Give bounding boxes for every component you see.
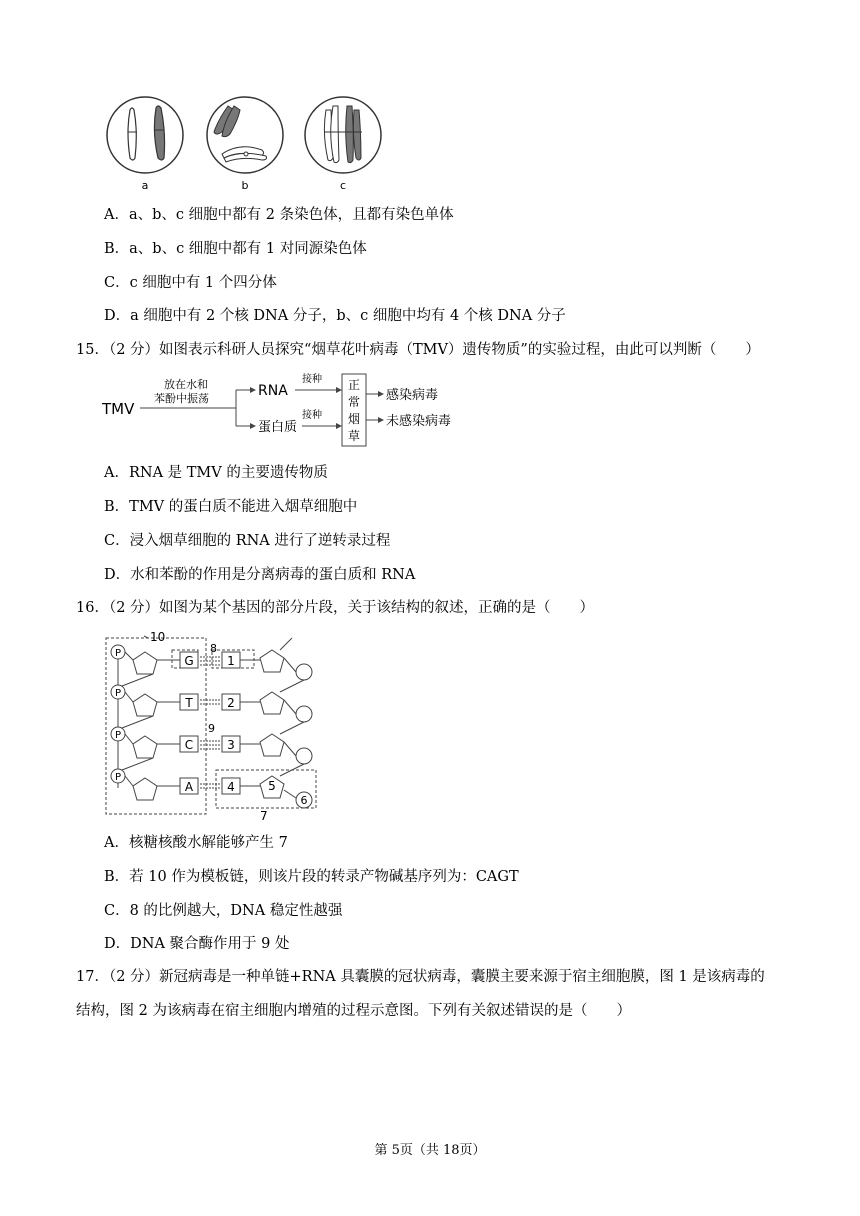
q17-stem-line1: 17．（2 分）新冠病毒是一种单链+RNA 具囊膜的冠状病毒，囊膜主要来源于宿主细胞膜，图 1 是该病毒的 xyxy=(76,969,765,985)
inoculate-label-2: 接种 xyxy=(302,410,322,421)
q15-option-d: D．水和苯酚的作用是分离病毒的蛋白质和 RNA xyxy=(104,567,416,583)
q14-option-d: D．a 细胞中有 2 个核 DNA 分子，b、c 细胞中均有 4 个核 DNA 分子 xyxy=(104,308,566,324)
base-left-2: T xyxy=(185,696,193,710)
cell-c xyxy=(305,97,381,173)
phosphate-2: P xyxy=(114,688,122,699)
tobacco-char-2: 常 xyxy=(347,395,361,409)
q15-experiment-diagram xyxy=(100,372,480,454)
treatment-line1: 放在水和 xyxy=(164,378,208,391)
base-right-1: 1 xyxy=(227,654,235,668)
label-5: 5 xyxy=(268,779,276,793)
tobacco-char-1: 正 xyxy=(347,378,361,392)
phosphate-4: P xyxy=(114,772,122,783)
q17-stem-line2: 结构，图 2 为该病毒在宿主细胞内增殖的过程示意图。下列有关叙述错误的是（ ） xyxy=(76,1003,631,1019)
base-right-3: 3 xyxy=(227,738,235,752)
tobacco-char-4: 草 xyxy=(347,429,361,443)
tobacco-char-3: 烟 xyxy=(347,412,361,426)
label-10: 10 xyxy=(150,630,166,644)
q15-stem: 15．（2 分）如图表示科研人员探究“烟草花叶病毒（TMV）遗传物质”的实验过程，由此可以判断（ ） xyxy=(76,342,760,358)
q16-option-a: A．核糖核酸水解能够产生 7 xyxy=(104,835,288,851)
protein-label: 蛋白质 xyxy=(258,420,298,435)
inoculate-label-1: 接种 xyxy=(302,374,322,385)
cell-label-c: c xyxy=(339,179,347,192)
cell-label-a: a xyxy=(141,179,149,192)
q15-option-b: B．TMV 的蛋白质不能进入烟草细胞中 xyxy=(104,499,358,515)
label-9: 9 xyxy=(208,722,215,735)
q16-option-c: C．8 的比例越大，DNA 稳定性越强 xyxy=(104,903,343,919)
cell-a xyxy=(107,97,183,173)
base-left-4: A xyxy=(184,780,194,794)
q16-option-d: D．DNA 聚合酶作用于 9 处 xyxy=(104,936,290,952)
cell-label-b: b xyxy=(241,179,249,192)
q16-stem: 16．（2 分）如图为某个基因的部分片段，关于该结构的叙述，正确的是（ ） xyxy=(76,600,595,616)
page-footer: 第 5页（共 18页） xyxy=(374,1143,486,1158)
q16-option-b: B．若 10 作为模板链，则该片段的转录产物碱基序列为：CAGT xyxy=(104,869,519,885)
phosphate-3: P xyxy=(114,730,122,741)
base-left-1: G xyxy=(184,654,194,668)
phosphate-1: P xyxy=(114,648,122,659)
cell-b xyxy=(207,97,283,173)
q16-dna-diagram xyxy=(100,628,330,822)
q14-option-a: A．a、b、c 细胞中都有 2 条染色体，且都有染色单体 xyxy=(104,207,454,223)
base-right-4: 4 xyxy=(227,780,235,794)
label-6: 6 xyxy=(300,794,308,807)
infected-label: 感染病毒 xyxy=(386,388,439,403)
q14-cell-figure xyxy=(100,92,390,192)
label-7: 7 xyxy=(260,809,268,822)
treatment-line2: 苯酚中振荡 xyxy=(154,392,209,405)
q15-option-c: C．浸入烟草细胞的 RNA 进行了逆转录过程 xyxy=(104,533,391,549)
rna-label: RNA xyxy=(258,383,288,399)
label-8: 8 xyxy=(210,642,217,655)
tmv-label: TMV xyxy=(102,400,135,418)
q14-option-b: B．a、b、c 细胞中都有 1 对同源染色体 xyxy=(104,241,367,257)
q15-option-a: A．RNA 是 TMV 的主要遗传物质 xyxy=(104,465,328,481)
base-right-2: 2 xyxy=(227,696,235,710)
not-infected-label: 未感染病毒 xyxy=(386,414,452,429)
base-left-3: C xyxy=(184,738,194,752)
q14-option-c: C．c 细胞中有 1 个四分体 xyxy=(104,275,277,291)
